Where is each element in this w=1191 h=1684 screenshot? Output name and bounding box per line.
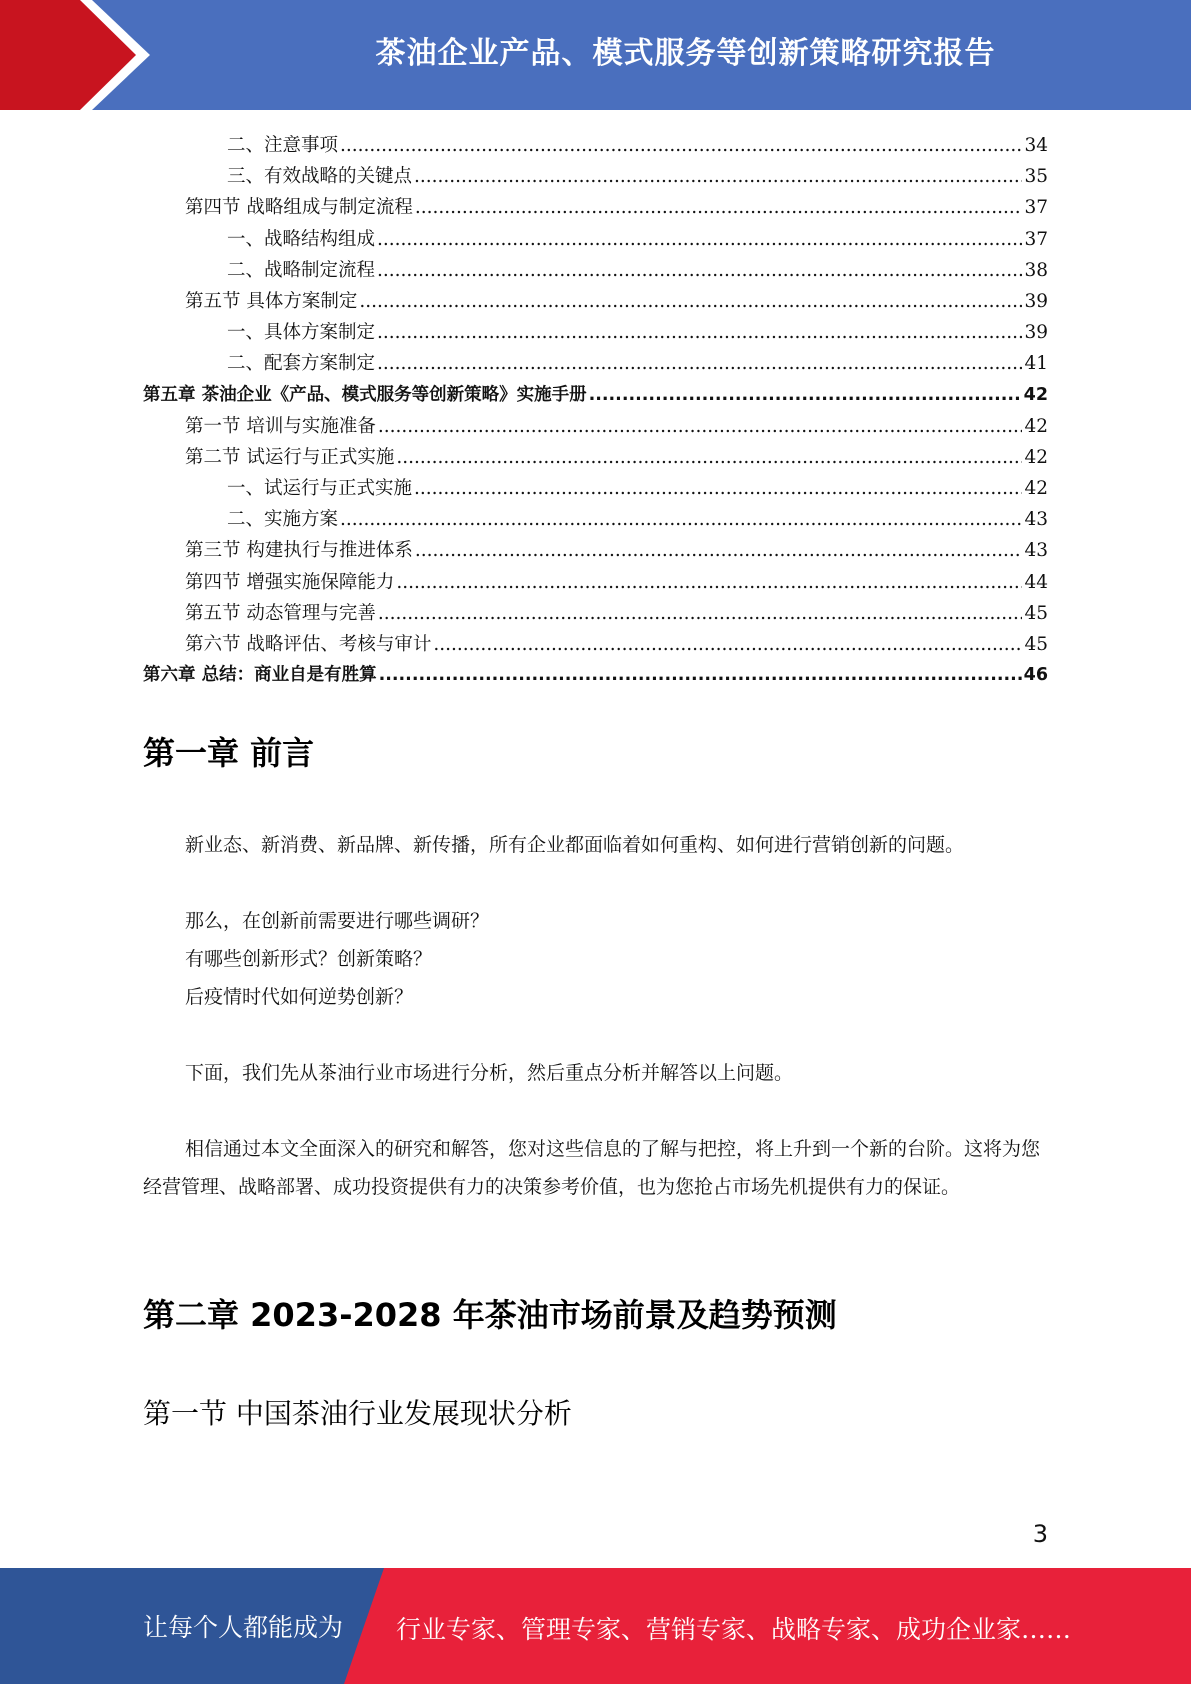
toc-leader-dots xyxy=(378,598,1023,629)
toc-entry-label: 第五章 茶油企业《产品、模式服务等创新策略》实施手册 xyxy=(143,384,587,405)
chapter-1-paragraph-3: 相信通过本文全面深入的研究和解答，您对这些信息的了解与把控，将上升到一个新的台阶。这将为您经营管理、战略部署、成功投资提供有力的决策参考价值，也为您抢占市场先机提供有力的保证。 xyxy=(143,1138,1041,1198)
footer-slogan-left: 让每个人都能成为 xyxy=(143,1613,344,1642)
toc-entry-label: 第五节 动态管理与完善 xyxy=(185,602,376,624)
toc-leader-dots xyxy=(340,130,1022,161)
toc-leader-dots xyxy=(377,348,1022,379)
toc-leader-dots xyxy=(414,161,1022,192)
toc-entry-page: 46 xyxy=(1023,665,1048,686)
chapter-1-question-1: 那么，在创新前需要进行哪些调研？ xyxy=(185,910,490,932)
toc-entry-page: 43 xyxy=(1024,540,1048,562)
toc-leader-dots xyxy=(377,224,1022,255)
toc-entry[interactable] xyxy=(143,535,1048,566)
toc-entry-label: 二、实施方案 xyxy=(227,509,339,531)
toc-entry-label: 第六章 总结：商业自是有胜算 xyxy=(143,665,377,686)
toc-entry-page: 43 xyxy=(1024,509,1048,531)
toc-entry-page: 38 xyxy=(1024,259,1048,281)
chapter-1-question-2: 有哪些创新形式？创新策略？ xyxy=(185,948,433,970)
toc-entry-page: 42 xyxy=(1024,415,1048,437)
page-number: 3 xyxy=(1032,1520,1048,1548)
toc-leader-dots xyxy=(377,255,1022,286)
toc-leader-dots xyxy=(340,504,1022,535)
toc-entry[interactable] xyxy=(143,473,1048,504)
toc-leader-dots xyxy=(415,535,1023,566)
toc-entry-label: 一、具体方案制定 xyxy=(227,322,376,344)
toc-entry-label: 三、有效战略的关键点 xyxy=(227,166,413,188)
toc-entry-label: 第一节 培训与实施准备 xyxy=(185,415,376,437)
toc-entry-page: 42 xyxy=(1024,446,1048,468)
chapter-1-question-3: 后疫情时代如何逆势创新？ xyxy=(185,986,414,1008)
table-of-contents xyxy=(143,130,1048,691)
toc-entry-label: 第六节 战略评估、考核与审计 xyxy=(185,634,432,655)
toc-leader-dots xyxy=(396,567,1022,598)
toc-entry-label: 第四节 战略组成与制定流程 xyxy=(185,197,413,219)
toc-entry[interactable] xyxy=(143,348,1048,379)
toc-leader-dots xyxy=(414,473,1022,504)
chapter-2-section-1-heading: 第一节 中国茶油行业发展现状分析 xyxy=(143,1397,572,1430)
toc-entry-page: 42 xyxy=(1024,478,1048,500)
toc-entry-label: 一、战略结构组成 xyxy=(227,228,376,250)
toc-entry-page: 35 xyxy=(1024,166,1048,188)
toc-entry[interactable] xyxy=(143,192,1048,223)
toc-entry-label: 二、战略制定流程 xyxy=(227,259,376,281)
toc-leader-dots xyxy=(379,660,1022,691)
toc-leader-dots xyxy=(433,629,1022,660)
toc-leader-dots xyxy=(359,286,1022,317)
chapter-1-paragraph-2: 下面，我们先从茶油行业市场进行分析，然后重点分析并解答以上问题。 xyxy=(185,1062,794,1084)
toc-leader-dots xyxy=(378,411,1023,442)
toc-entry-label: 第四节 增强实施保障能力 xyxy=(185,571,395,593)
toc-entry[interactable] xyxy=(143,598,1048,629)
page-header xyxy=(0,0,1191,110)
toc-entry[interactable] xyxy=(143,161,1048,192)
toc-entry-page: 39 xyxy=(1024,322,1048,344)
chapter-1-paragraph-1: 新业态、新消费、新品牌、新传播，所有企业都面临着如何重构、如何进行营销创新的问题。 xyxy=(185,834,965,856)
chapter-1-heading: 第一章 前言 xyxy=(143,734,315,772)
toc-entry-page: 42 xyxy=(1023,384,1048,405)
toc-entry-page: 37 xyxy=(1024,228,1048,250)
toc-entry-label: 第三节 构建执行与推进体系 xyxy=(185,540,413,562)
toc-entry-label: 第二节 试运行与正式实施 xyxy=(185,446,395,468)
toc-leader-dots xyxy=(396,442,1022,473)
toc-entry[interactable] xyxy=(143,286,1048,317)
report-title: 茶油企业产品、模式服务等创新策略研究报告 xyxy=(375,36,996,71)
toc-entry-page: 41 xyxy=(1024,353,1048,375)
toc-entry[interactable] xyxy=(143,411,1048,442)
toc-entry-label: 第五节 具体方案制定 xyxy=(185,290,358,312)
toc-entry[interactable] xyxy=(143,380,1048,411)
header-red-arrow-decoration xyxy=(0,0,160,110)
footer-slogan-right: 行业专家、管理专家、营销专家、战略专家、成功企业家…… xyxy=(396,1615,1072,1644)
toc-entry[interactable] xyxy=(143,317,1048,348)
toc-leader-dots xyxy=(589,380,1022,411)
toc-entry[interactable] xyxy=(143,629,1048,660)
page-footer xyxy=(0,1568,1191,1684)
toc-entry-page: 34 xyxy=(1024,135,1048,156)
toc-entry[interactable] xyxy=(143,660,1048,691)
toc-entry[interactable] xyxy=(143,130,1048,161)
toc-leader-dots xyxy=(377,317,1022,348)
toc-leader-dots xyxy=(415,192,1023,223)
toc-entry-page: 45 xyxy=(1024,602,1048,624)
toc-entry[interactable] xyxy=(143,504,1048,535)
toc-entry[interactable] xyxy=(143,255,1048,286)
toc-entry-page: 44 xyxy=(1024,571,1048,593)
chapter-2-heading: 第二章 2023-2028 年茶油市场前景及趋势预测 xyxy=(143,1296,837,1334)
toc-entry-page: 45 xyxy=(1024,634,1048,655)
toc-entry-label: 一、试运行与正式实施 xyxy=(227,478,413,500)
toc-entry-page: 39 xyxy=(1024,290,1048,312)
toc-entry[interactable] xyxy=(143,442,1048,473)
toc-entry[interactable] xyxy=(143,224,1048,255)
toc-entry-label: 二、配套方案制定 xyxy=(227,353,376,375)
toc-entry-page: 37 xyxy=(1024,197,1048,219)
toc-entry-label: 二、注意事项 xyxy=(227,135,339,156)
toc-entry[interactable] xyxy=(143,567,1048,598)
